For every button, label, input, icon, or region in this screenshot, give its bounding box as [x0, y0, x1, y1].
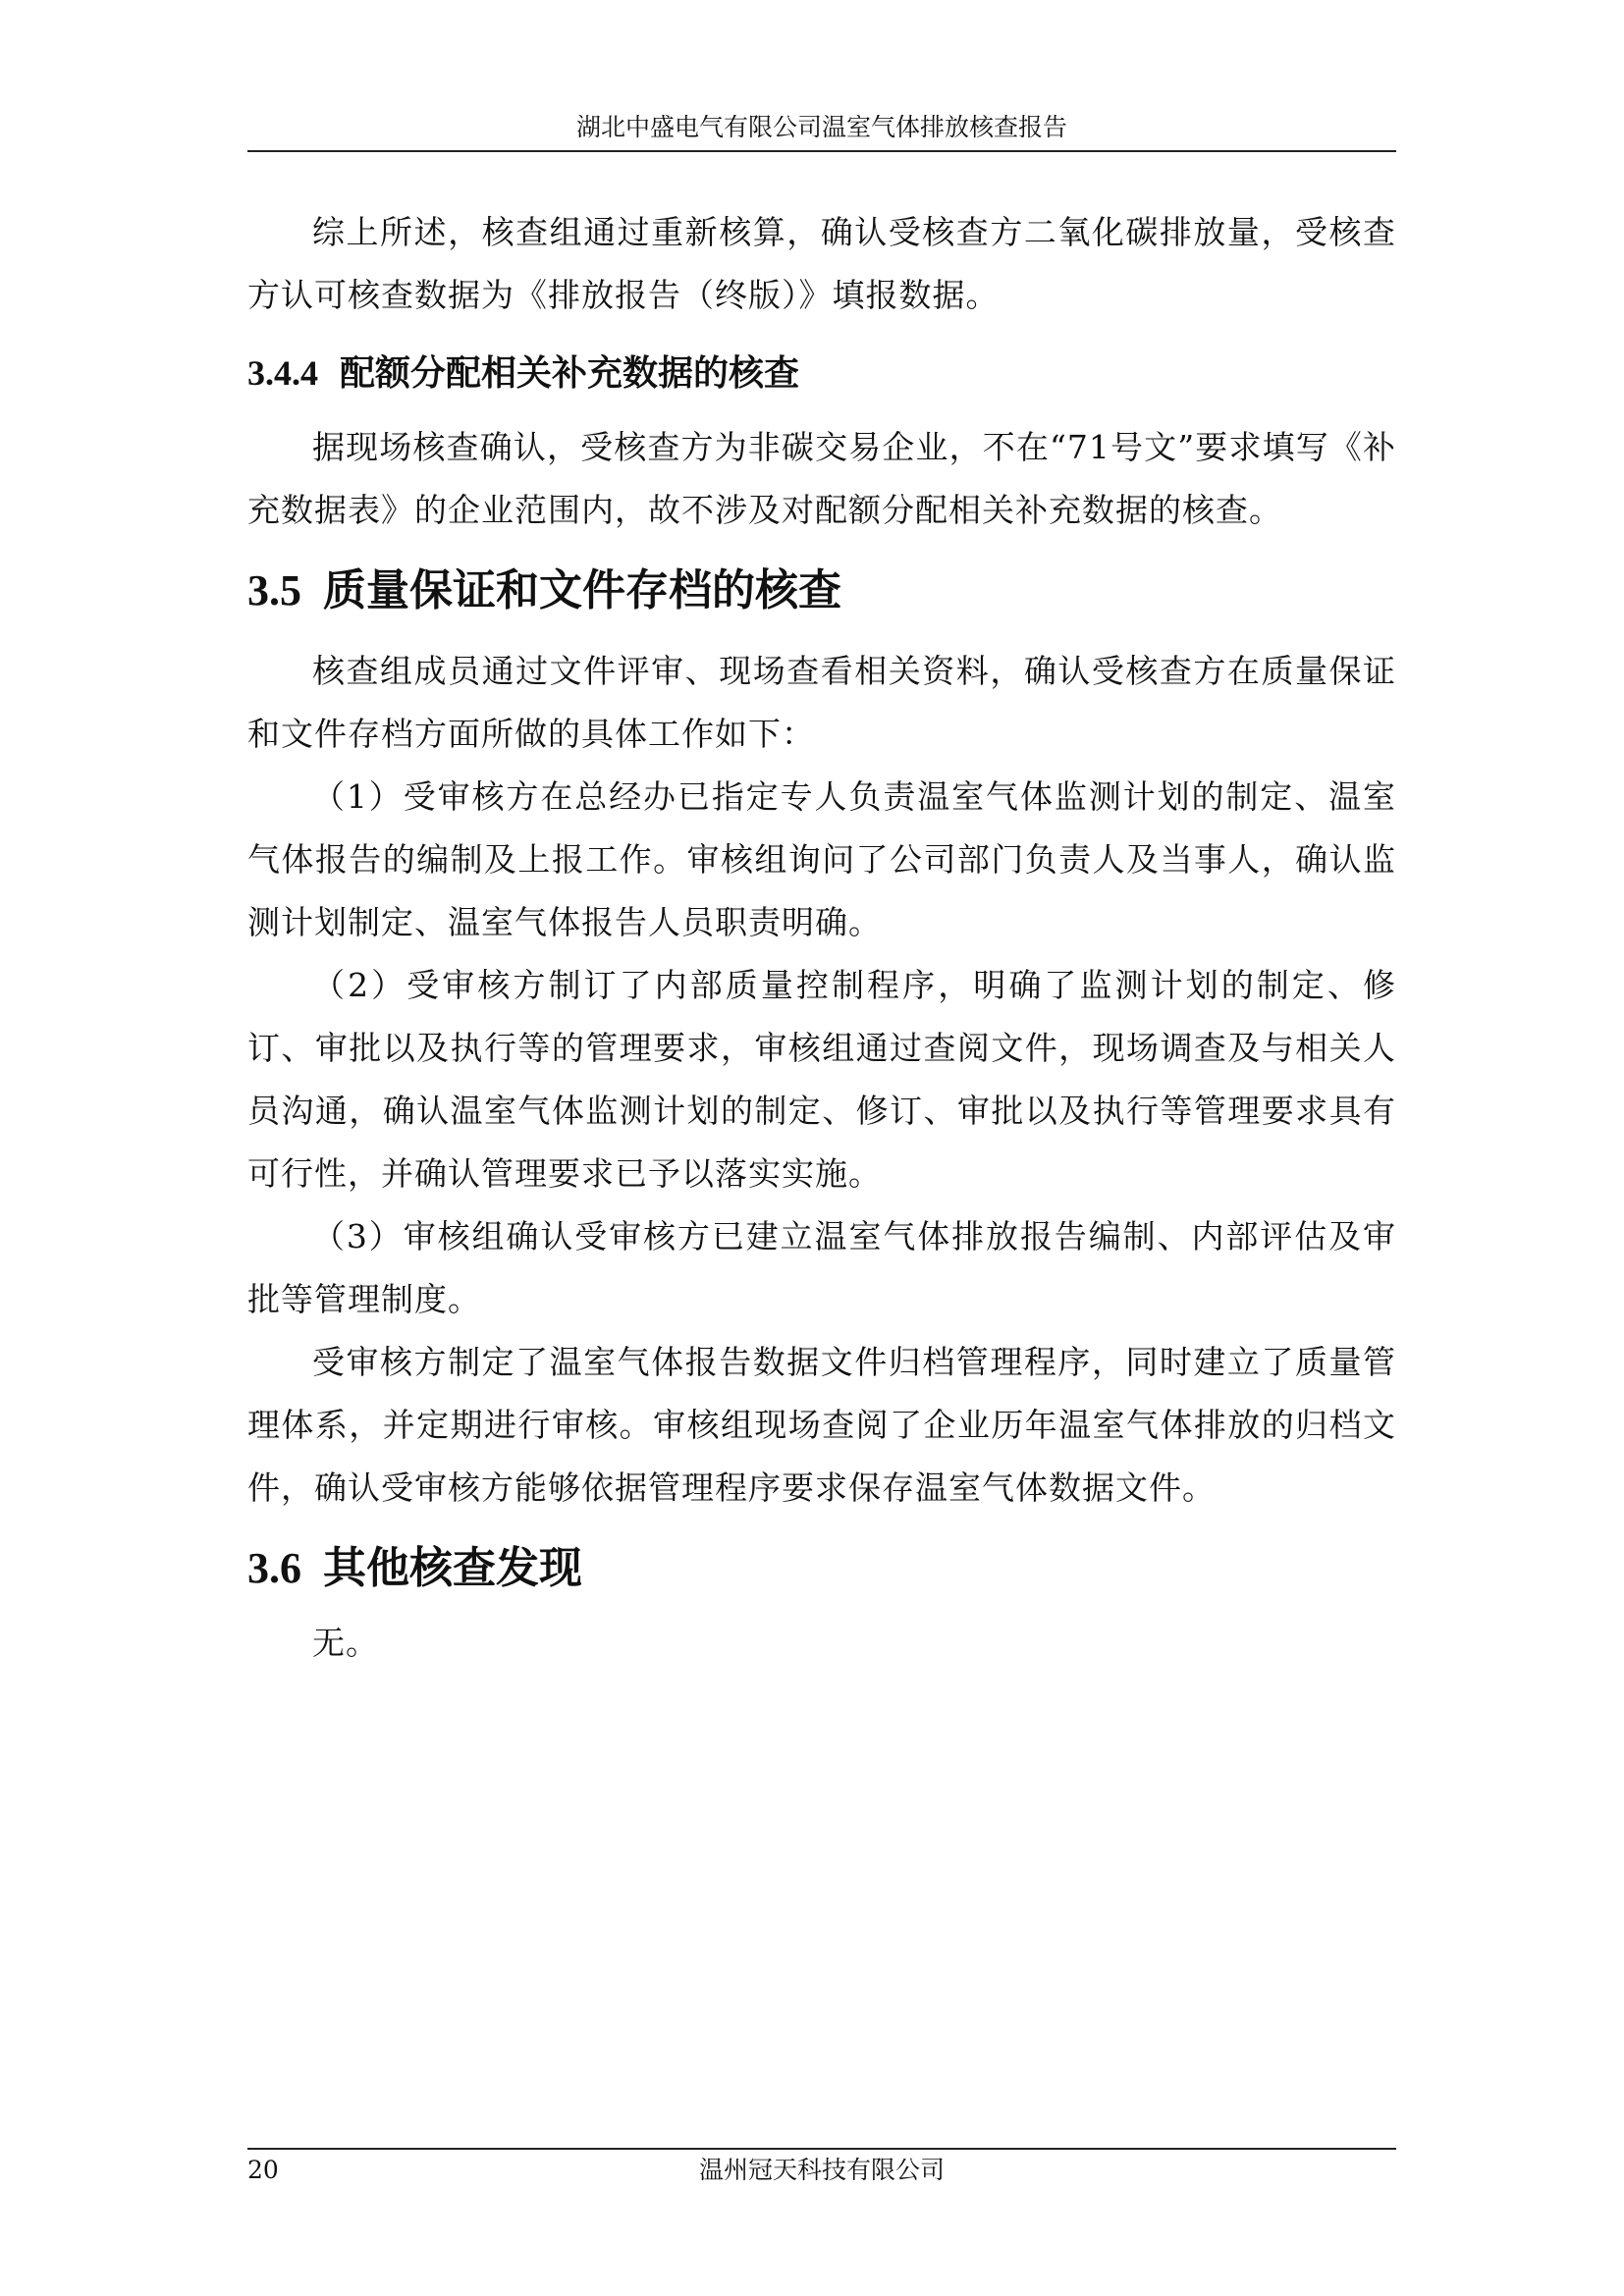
document-body: [247, 201, 1396, 1675]
section-3-5-closing-paragraph: 受审核方制定了温室气体报告数据文件归档管理程序，同时建立了质量管理体系，并定期进行审核。审核组现场查阅了企业历年温室气体排放的归档文件，确认受审核方能够依据管理程序要求保存温室气体数据文件。: [247, 1343, 1396, 1507]
section-3-5-item-2: （2）受审核方制订了内部质量控制程序，明确了监测计划的制定、修订、审批以及执行等的管理要求，审核组通过查阅文件，现场调查及与相关人员沟通，确认温室气体监测计划的制定、修订、审批以及执行等管理要求具有可行性，并确认管理要求已予以落实实施。: [247, 966, 1396, 1193]
section-title: 质量保证和文件存档的核查: [323, 565, 841, 615]
section-3-4-4-paragraph: 据现场核查确认，受核查方为非碳交易企业，不在“71号文”要求填写《补充数据表》的企业范围内，故不涉及对配额分配相关补充数据的核查。: [247, 428, 1396, 529]
section-number: 3.4.4: [247, 353, 318, 393]
footer-company-name: 温州冠天科技有限公司: [698, 2156, 945, 2184]
section-3-5-item-3: （3）审核组确认受审核方已建立温室气体排放报告编制、内部评估及审批等管理制度。: [247, 1217, 1396, 1318]
footer-divider: [247, 2148, 1396, 2150]
section-title: 配额分配相关补充数据的核查: [340, 353, 800, 394]
summary-paragraph: 综上所述，核查组通过重新核算，确认受核查方二氧化碳排放量，受核查方认可核查数据为《排放报告（终版）》填报数据。: [247, 213, 1396, 314]
section-3-5-intro-paragraph: 核查组成员通过文件评审、现场查看相关资料，确认受核查方在质量保证和文件存档方面所做的具体工作如下：: [247, 652, 1396, 753]
section-3-4-4-heading: [247, 348, 1396, 399]
section-number: 3.6: [247, 1544, 301, 1592]
page-number: 20: [247, 2156, 279, 2184]
page-header: 湖北中盛电气有限公司温室气体排放核查报告: [575, 113, 1067, 141]
section-3-5-heading: [247, 561, 1396, 620]
section-3-6-paragraph: 无。: [312, 1624, 379, 1662]
section-number: 3.5: [247, 566, 301, 614]
section-title: 其他核查发现: [323, 1543, 582, 1593]
section-3-6-heading: [247, 1539, 1396, 1598]
section-3-5-item-1: （1）受审核方在总经办已指定专人负责温室气体监测计划的制定、温室气体报告的编制及上报工作。审核组询问了公司部门负责人及当事人，确认监测计划制定、温室气体报告人员职责明确。: [247, 777, 1396, 941]
header-divider: [247, 150, 1396, 152]
